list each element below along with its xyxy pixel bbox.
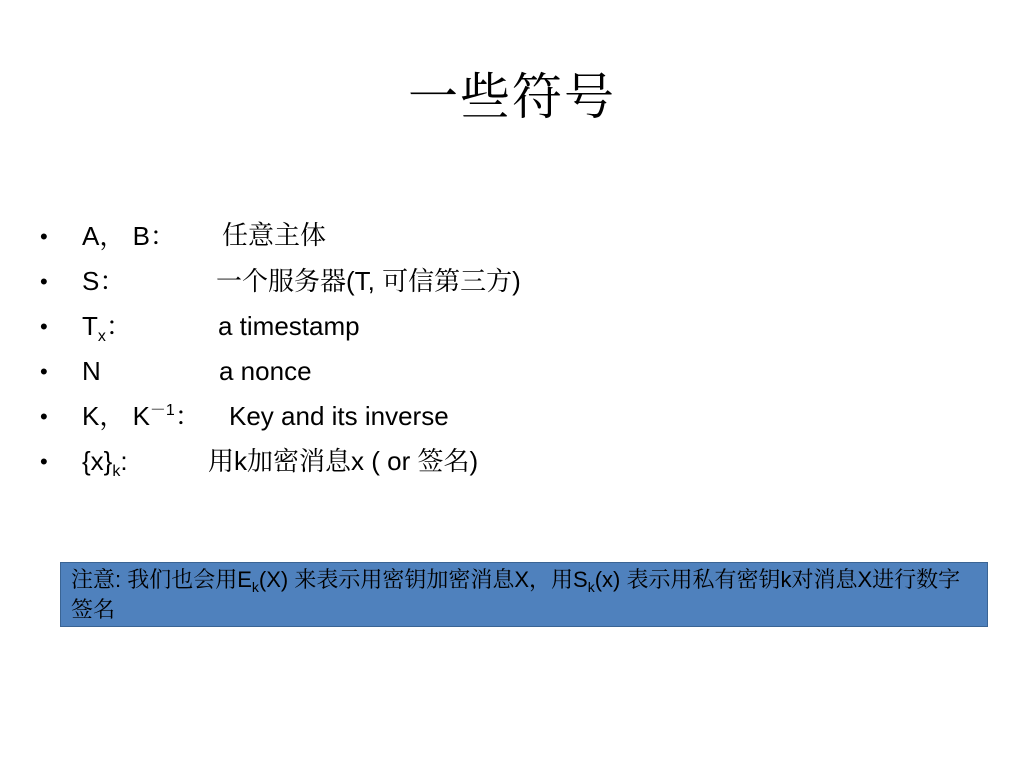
- symbol-term: N: [82, 356, 101, 386]
- symbol-description: 任意主体: [222, 221, 327, 251]
- symbol-list: [40, 214, 980, 484]
- symbol-term: [82, 394, 201, 443]
- symbol-description: Key and its inverse: [229, 401, 449, 431]
- list-item: [40, 214, 980, 259]
- term-superscript: －1: [149, 402, 175, 419]
- symbol-term: S：: [82, 266, 126, 296]
- note-subscript: k: [251, 579, 259, 595]
- term-subscript: k: [112, 463, 121, 480]
- bullet-dot-icon: •: [40, 314, 48, 339]
- description-text: 用: [208, 447, 235, 477]
- symbol-description: [208, 439, 478, 485]
- term-colon: ：: [174, 401, 201, 431]
- note-box: [60, 562, 988, 627]
- description-text: 签名: [417, 447, 470, 477]
- list-item: [40, 439, 980, 484]
- note-text: 注意: 我们也会用E: [71, 567, 252, 592]
- description-text: x ( or: [351, 446, 418, 476]
- term-main: {x}: [82, 446, 113, 476]
- list-item: [40, 394, 980, 439]
- bullet-dot-icon: •: [40, 359, 48, 384]
- note-text: (X) 来表示用密钥加密消息X，用S: [258, 567, 588, 592]
- list-item: [40, 304, 980, 349]
- note-subscript: k: [587, 579, 595, 595]
- list-item: [40, 349, 980, 394]
- symbol-term: A， B：: [82, 221, 176, 251]
- term-colon: ：: [105, 311, 132, 341]
- description-text: 加密消息: [247, 447, 352, 477]
- symbol-term: [82, 439, 128, 488]
- slide-title: 一些符号: [408, 68, 616, 126]
- description-text: k: [234, 446, 248, 476]
- bullet-dot-icon: •: [40, 449, 48, 474]
- term-main: T: [82, 311, 98, 341]
- bullet-dot-icon: •: [40, 224, 48, 249]
- symbol-term: [82, 304, 132, 353]
- term-subscript: x: [97, 328, 106, 345]
- symbol-description: [216, 259, 521, 305]
- term-main: K， K: [82, 401, 150, 431]
- description-text: 一个服务器: [216, 267, 347, 297]
- description-text: ): [512, 266, 521, 296]
- note-text: (x) 表示用私有密钥k对消息X进行数字签名: [71, 567, 961, 622]
- bullet-dot-icon: •: [40, 404, 48, 429]
- list-item: [40, 259, 980, 304]
- symbol-description: a timestamp: [218, 311, 360, 341]
- description-text: ): [469, 446, 479, 476]
- bullet-dot-icon: •: [40, 269, 48, 294]
- description-text: (T,: [346, 266, 383, 296]
- term-colon: :: [120, 446, 128, 476]
- symbol-description: a nonce: [219, 356, 312, 386]
- description-text: 可信第三方: [382, 267, 513, 297]
